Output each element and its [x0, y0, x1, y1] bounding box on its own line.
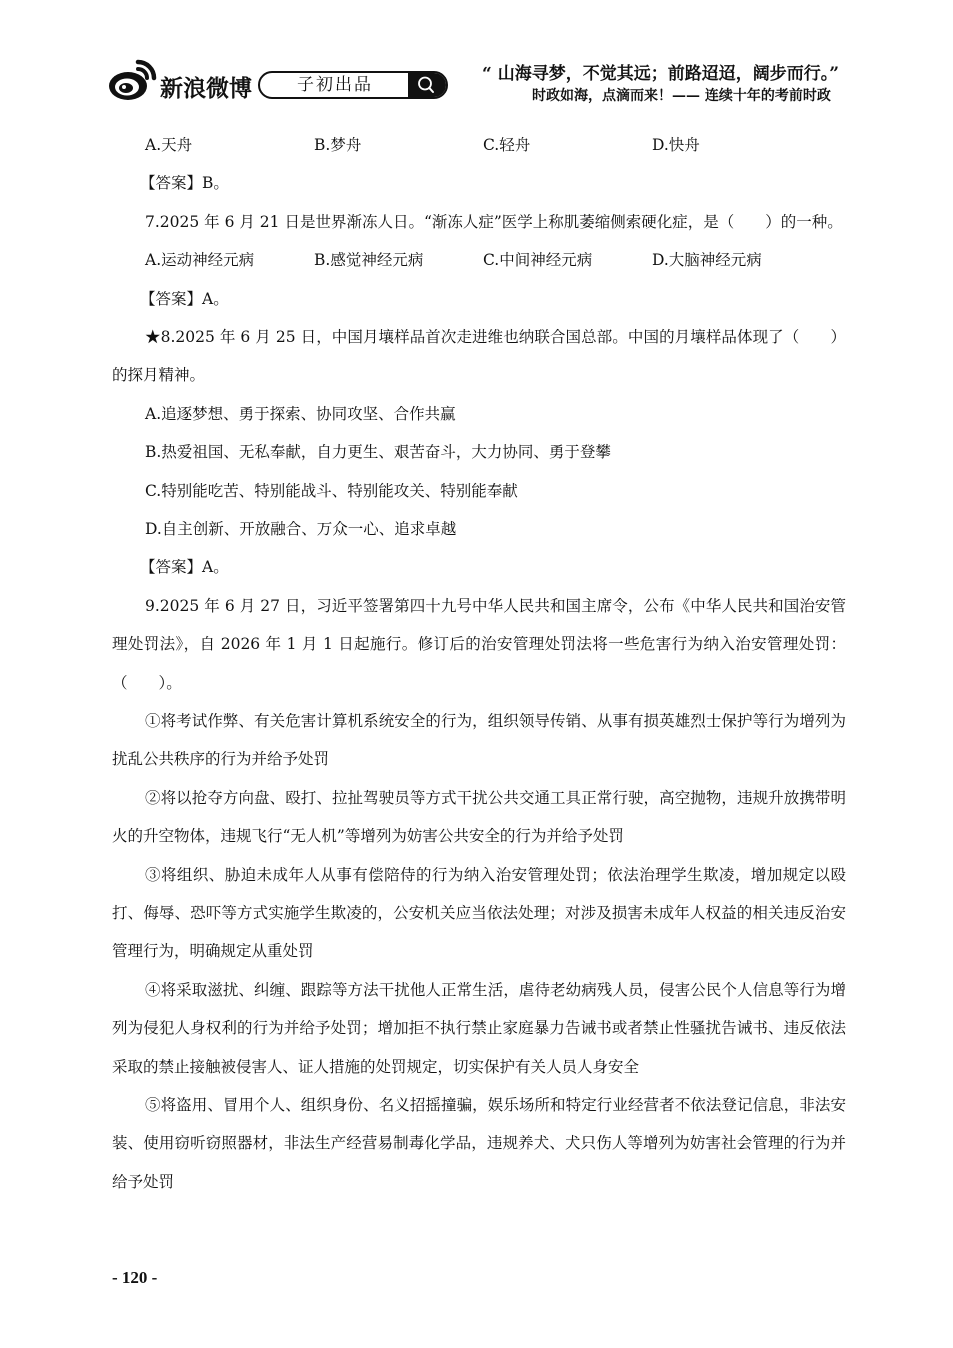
motto-line-2: 时政如海，点滴而来！—— 连续十年的考前时政	[532, 88, 831, 104]
q7-option-c: C.中间神经元病	[483, 251, 593, 270]
search-icon	[408, 73, 446, 97]
q7-answer: 【答案】A。	[140, 289, 229, 308]
q6-option-b: B.梦舟	[314, 136, 362, 154]
q9-item-1: ①将考试作弊、有关危害计算机系统安全的行为，组织领导传销、从事有损英雄烈士保护等行为增列为扰乱公共秩序的行为并给予处罚	[112, 711, 846, 769]
document-body	[112, 126, 846, 1201]
q7-option-d: D.大脑神经元病	[652, 251, 762, 270]
q8-option-d: D.自主创新、开放融合、万众一心、追求卓越	[145, 519, 457, 538]
search-button	[408, 73, 446, 97]
q7-options	[112, 241, 846, 279]
q8-option-c: C.特别能吃苦、特别能战斗、特别能攻关、特别能奉献	[145, 481, 518, 500]
q6-options	[112, 126, 846, 164]
page-header	[0, 0, 953, 115]
q8-answer: 【答案】A。	[140, 558, 229, 577]
q7-option-b: B.感觉神经元病	[314, 251, 424, 270]
q8-option-b: B.热爱祖国、无私奉献，自力更生、艰苦奋斗，大力协同、勇于登攀	[145, 443, 611, 462]
q8-option-a: A.追逐梦想、勇于探索、协同攻坚、合作共赢	[145, 404, 456, 423]
brand-name: 新浪微博	[160, 76, 252, 102]
q6-option-a: A.天舟	[145, 136, 193, 154]
search-box	[258, 71, 448, 99]
q9-item-2: ②将以抢夺方向盘、殴打、拉扯驾驶员等方式干扰公共交通工具正常行驶，高空抛物，违规升放携带明火的升空物体，违规飞行“无人机”等增列为妨害公共安全的行为并给予处罚	[112, 788, 846, 846]
q8-stem: ★8.2025 年 6 月 25 日，中国月壤样品首次走进维也纳联合国总部。中国的月壤样品体现了（ ）的探月精神。	[112, 327, 846, 385]
q9-item-5: ⑤将盗用、冒用个人、组织身份、名义招摇撞骗，娱乐场所和特定行业经营者不依法登记信息，非法安装、使用窃听窃照器材，非法生产经营易制毒化学品，违规养犬、犬只伤人等增列为妨害社会管理的行为并给予处罚	[112, 1096, 846, 1191]
search-label: 子初出品	[297, 75, 373, 95]
weibo-logo-icon	[108, 56, 160, 102]
q6-option-c: C.轻舟	[483, 136, 531, 154]
motto-line-1: “ 山海寻梦，不觉其远；前路迢迢，阔步而行。”	[482, 64, 839, 84]
q7-stem: 7.2025 年 6 月 21 日是世界渐冻人日。“渐冻人症”医学上称肌萎缩侧索硬化症，是（ ）的一种。	[145, 212, 843, 231]
q9-item-4: ④将采取滋扰、纠缠、跟踪等方法干扰他人正常生活，虐待老幼病残人员，侵害公民个人信息等行为增列为侵犯人身权利的行为并给予处罚；增加拒不执行禁止家庭暴力告诫书或者禁止性骚扰告诫书、违反依法采取的禁止接触被侵害人、证人措施的处罚规定，切实保护有关人员人身安全	[112, 980, 846, 1076]
page-number: - 120 -	[112, 1268, 158, 1287]
q6-answer: 【答案】B。	[140, 174, 229, 193]
q9-item-3: ③将组织、胁迫未成年人从事有偿陪侍的行为纳入治安管理处罚；依法治理学生欺凌，增加规定以殴打、侮辱、恐吓等方式实施学生欺凌的，公安机关应当依法处理；对涉及损害未成年人权益的相关违反治安管理行为，明确规定从重处罚	[112, 865, 846, 961]
q9-stem: 9.2025 年 6 月 27 日，习近平签署第四十九号中华人民共和国主席令，公布《中华人民共和国治安管理处罚法》，自 2026 年 1 月 1 日起施行。修订后的治安管理处罚法将一些危害行为纳入治安管理处罚：（ ）。	[112, 596, 846, 692]
q7-option-a: A.运动神经元病	[145, 251, 255, 270]
q6-option-d: D.快舟	[652, 136, 700, 154]
